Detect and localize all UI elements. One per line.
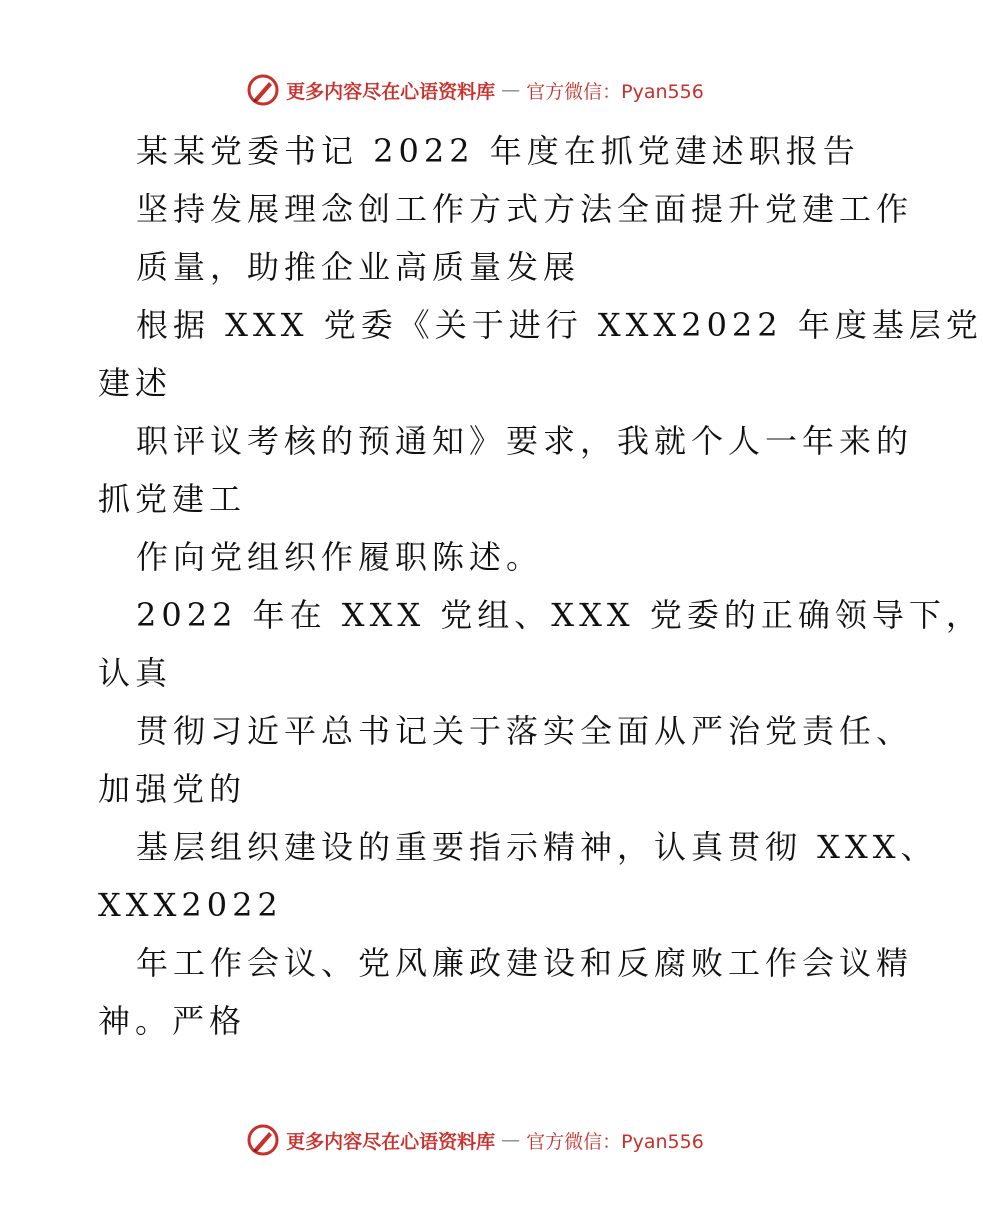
pen-logo-icon [246,1123,280,1157]
pen-logo-icon [246,73,280,107]
watermark-contact: 官方微信：Pyan556 [526,1130,704,1153]
document-line: 年工作会议、党风廉政建设和反腐败工作会议精 [136,944,914,982]
watermark-contact: 官方微信：Pyan556 [526,80,704,103]
document-line: 某某党委书记 2022 年度在抓党建述职报告 [136,132,860,170]
document-line: 坚持发展理念创工作方式方法全面提升党建工作 [136,190,914,228]
document-line: 质量，助推企业高质量发展 [136,248,581,286]
document-line: 加强党的 [98,770,247,808]
document-line: 2022 年在 XXX 党组、XXX 党委的正确领导下， [136,596,983,634]
watermark-separator: — [501,79,521,101]
document-line: 作向党组织作履职陈述。 [136,538,544,576]
watermark-brand: 更多内容尽在心语资料库 [286,80,496,103]
document-body [98,122,983,1050]
document-line: XXX2022 [98,886,283,924]
document-line: 抓党建工 [98,480,247,518]
watermark-brand: 更多内容尽在心语资料库 [286,1130,496,1153]
document-line: 神。严格 [98,1002,247,1040]
footer-watermark [0,1120,950,1160]
watermark-separator: — [501,1129,521,1151]
document-line: 认真 [98,654,173,692]
document-line: 基层组织建设的重要指示精神，认真贯彻 XXX、 [136,828,938,866]
document-line: 建述 [98,364,173,402]
header-watermark [0,70,950,110]
document-line: 贯彻习近平总书记关于落实全面从严治党责任、 [136,712,914,750]
document-line: 职评议考核的预通知》要求，我就个人一年来的 [136,422,914,460]
document-line: 根据 XXX 党委《关于进行 XXX2022 年度基层党 [136,306,983,344]
